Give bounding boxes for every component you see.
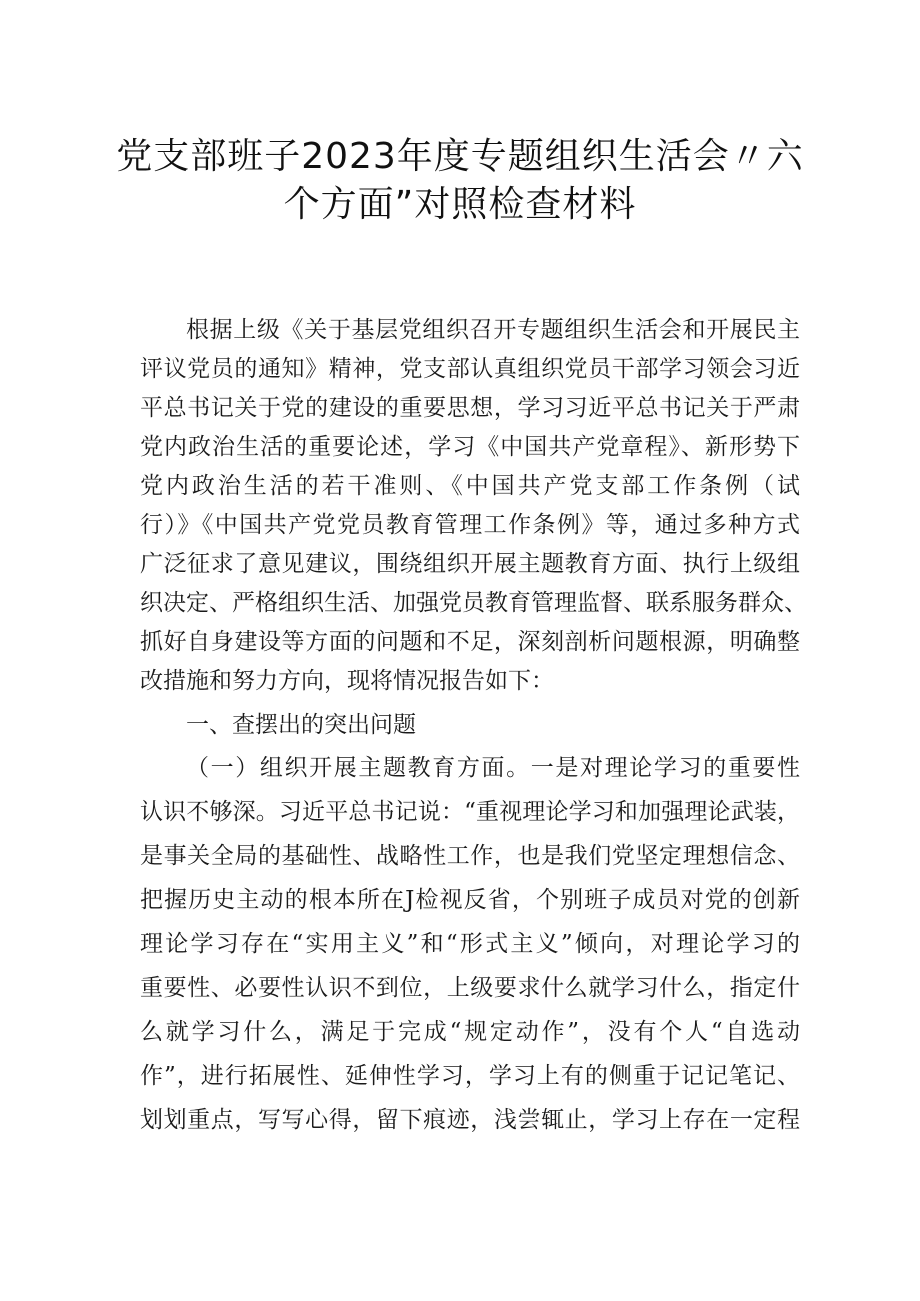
body-line: 评议党员的通知》精神，党支部认真组织党员干部学习领会习近 xyxy=(140,356,800,382)
section-heading: 一、查摆出的突出问题 xyxy=(186,712,416,738)
subsection-heading-line: （一）组织开展主题教育方面。一是对理论学习的重要性 xyxy=(186,755,800,781)
body-line: 么就学习什么，满足于完成“规定动作”，没有个人“自选动 xyxy=(140,1019,800,1045)
body-line: 理论学习存在“实用主义”和“形式主义”倾向，对理论学习的 xyxy=(140,931,800,957)
body-line: 划划重点，写写心得，留下痕迹，浅尝辄止，学习上存在一定程 xyxy=(140,1107,800,1133)
document-title-line-1: 党支部班子2023年度专题组织生活会〃六 xyxy=(116,136,804,177)
body-line: 是事关全局的基础性、战略性工作，也是我们党坚定理想信念、 xyxy=(140,843,800,869)
body-line: 根据上级《关于基层党组织召开专题组织生活会和开展民主 xyxy=(186,317,800,343)
document-title-line-2: 个方面”对照检查材料 xyxy=(283,184,637,225)
body-line: 抓好自身建设等方面的问题和不足，深刻剖析问题根源，明确整 xyxy=(140,629,800,655)
body-line: 重要性、必要性认识不到位，上级要求什么就学习什么，指定什 xyxy=(140,975,800,1001)
body-line: 平总书记关于党的建设的重要思想，学习习近平总书记关于严肃 xyxy=(140,395,800,421)
body-line: 党内政治生活的重要论述，学习《中国共产党章程》、新形势下 xyxy=(140,434,800,460)
body-line: 广泛征求了意见建议，围绕组织开展主题教育方面、执行上级组 xyxy=(140,551,800,577)
body-line: 改措施和努力方向，现将情况报告如下： xyxy=(140,668,554,694)
body-line: 行）》《中国共产党党员教育管理工作条例》等，通过多种方式 xyxy=(140,512,800,538)
body-line: 党内政治生活的若干准则、《中国共产党支部工作条例（试 xyxy=(140,473,800,499)
body-line: 把握历史主动的根本所在J检视反省，个别班子成员对党的创新 xyxy=(140,887,800,913)
body-line: 认识不够深。习近平总书记说：“重视理论学习和加强理论武装， xyxy=(140,799,800,825)
body-line: 织决定、严格组织生活、加强党员教育管理监督、联系服务群众、 xyxy=(140,590,807,616)
body-line: 作”，进行拓展性、延伸性学习，学习上有的侧重于记记笔记、 xyxy=(140,1063,800,1089)
